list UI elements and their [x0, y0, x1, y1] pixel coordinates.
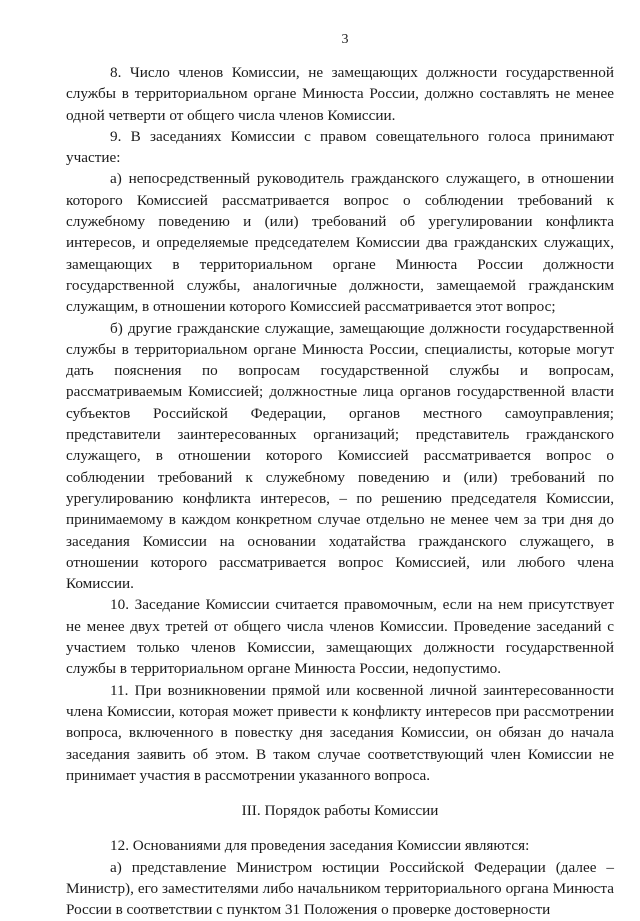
paragraph-8: 8. Число членов Комиссии, не замещающих должности государственной службы в территориальном органе Минюста России, должно составлять не менее одной четверти от общего числа членов Комиссии.	[66, 64, 614, 124]
paragraph-9a: а) непосредственный руководитель гражданского служащего, в отношении которого Комиссией рассматривается вопрос о соблюдении требований к служебному поведению и (или) требований об урегулировании конфликта интересов, и определяемые председателем Комиссии два гражданских служащих, замещающих в территориальном органе Минюста России должности государственной службы, аналогичные должности, замещаемой гражданским служащим, в отношении которого Комиссией рассматривается этот вопрос;	[66, 170, 614, 316]
section-heading: III. Порядок работы Комиссии	[241, 802, 439, 820]
paragraph-10: 10. Заседание Комиссии считается правомочным, если на нем присутствует не менее двух третей от общего числа членов Комиссии. Проведение заседаний с участием только членов Комиссии, замещающих должности государственной службы в территориальном органе Минюста России, недопустимо.	[66, 596, 614, 678]
paragraph-12a: а) представление Министром юстиции Российской Федерации (далее – Министр), его заместителями либо начальником территориального органа Минюста России в соответствии с пунктом 31 Положения о проверке достоверности	[66, 858, 614, 919]
paragraph-11: 11. При возникновении прямой или косвенной личной заинтересованности члена Комиссии, которая может привести к конфликту интересов при рассмотрении вопроса, включенного в повестку дня заседания Комиссии, он обязан до начала заседания заявить об этом. В таком случае соответствующий член Комиссии не принимает участия в рассмотрении указанного вопроса.	[66, 681, 614, 784]
paragraph-9b: б) другие гражданские служащие, замещающие должности государственной службы в территориальном органе Минюста России, специалисты, которые могут дать пояснения по вопросам государственной службы и вопросам, рассматриваемым Комиссией; должностные лица органов государственной власти субъектов Российской Федерации, органов местного самоуправления; представители заинтересованных организаций; представитель гражданского служащего, в отношении которого Комиссией рассматривается вопрос о соблюдении требований к служебному поведению и (или) требований по урегулированию конфликта интересов, – по решению председателя Комиссии, принимаемому в каждом конкретном случае отдельно не менее чем за три дня до заседания Комиссии на основании ходатайства гражданского служащего, в отношении которого рассматривается вопрос Комиссией, или любого члена Комиссии.	[66, 319, 614, 593]
document-page	[66, 30, 614, 921]
paragraph-12: 12. Основаниями для проведения заседания Комиссии являются:	[110, 837, 530, 855]
paragraph-9: 9. В заседаниях Комиссии с правом совещательного голоса принимают участие:	[66, 127, 614, 167]
page-number: 3	[341, 32, 349, 47]
